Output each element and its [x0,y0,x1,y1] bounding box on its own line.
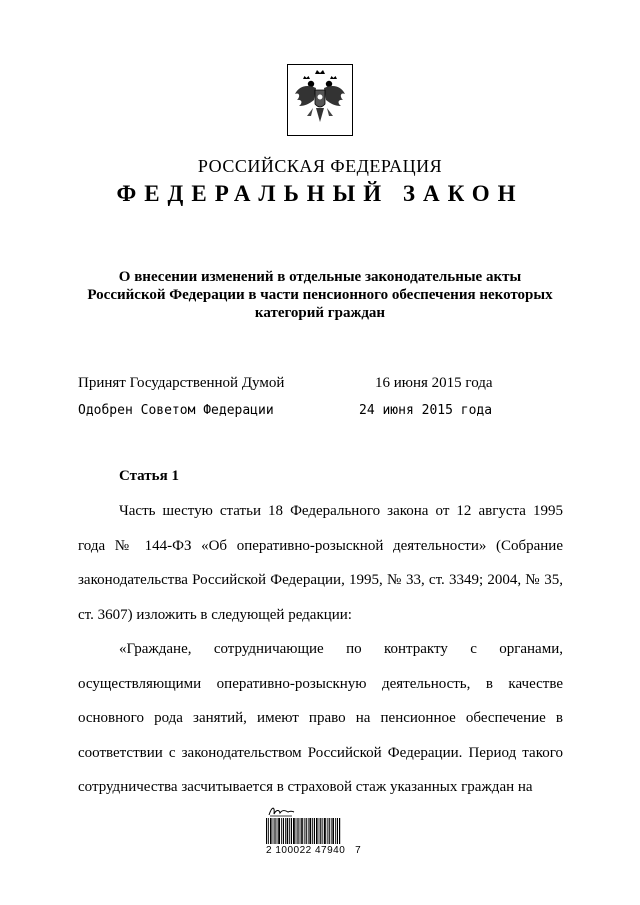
law-title [60,268,580,322]
law-title-line: О внесении изменений в отдельные законодательные акты [118,269,522,285]
duma-adoption-label: Принят Государственной Думой [78,375,285,391]
council-approval-date: 24 июня 2015 года [359,403,493,418]
law-title-line: Российской Федерации в части пенсионного обеспечения некоторых [87,287,553,303]
duma-adoption-date: 16 июня 2015 года [375,375,493,391]
law-title-line: категорий граждан [254,305,386,321]
coat-of-arms-emblem [287,64,353,136]
document-type: ФЕДЕРАЛЬНЫЙ ЗАКОН [116,181,524,206]
country-name: РОССИЙСКАЯ ФЕДЕРАЦИЯ [197,156,443,176]
article-heading: Статья 1 [119,468,179,484]
article-body [78,494,563,805]
signature-mark [266,804,296,818]
article-paragraph: «Граждане, сотрудничающие по контракту с органами, осуществляющими оперативно-розыскную деятельность, в качестве основного рода занятий, имеют право на пенсионное обеспечение в соответствии с законодательством Российской Федерации. Период такого сотрудничества засчитывается в страховой стаж указанных граждан на [78,641,563,795]
barcode-number: 2 100022 47940 7 [266,845,362,856]
council-approval-label: Одобрен Советом Федерации [78,403,274,418]
council-approval-row [78,403,578,418]
article-paragraph: Часть шестую статьи 18 Федерального закона от 12 августа 1995 года № 144-ФЗ «Об оперативно-розыскной деятельности» (Собрание законодательства Российской Федерации, 1995, № 33, ст. 3349; 2004, № 35, ст. 3607) изложить в следующей редакции: [78,503,563,623]
duma-adoption-row [78,375,578,392]
barcode [266,818,341,844]
